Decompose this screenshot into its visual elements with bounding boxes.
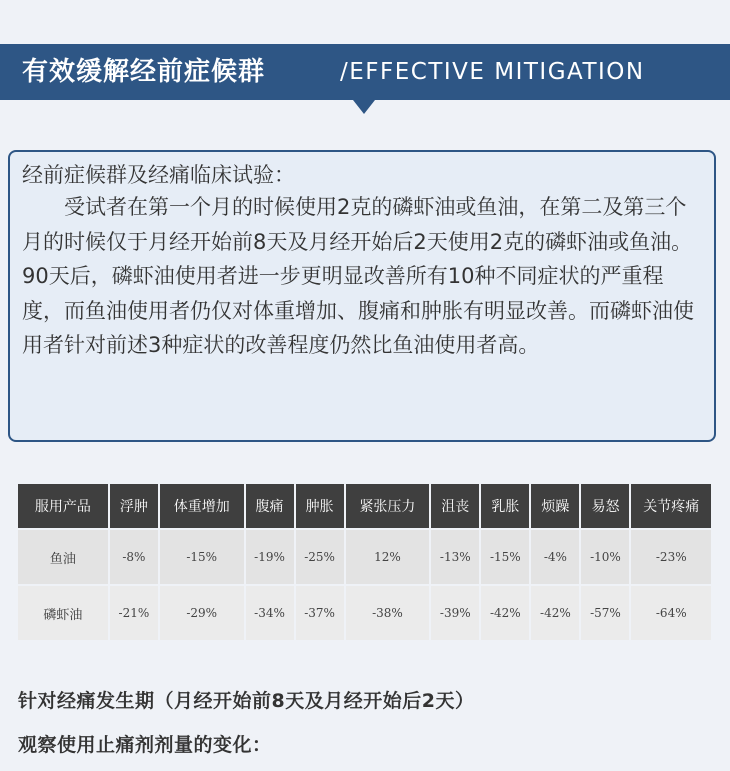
table-cell: -42%: [531, 584, 579, 640]
table-cell: -4%: [531, 528, 579, 584]
table-row: [18, 584, 711, 640]
header-swelling: 肿胀: [296, 484, 344, 528]
header-anger: 易怒: [581, 484, 629, 528]
banner-notch: [353, 100, 375, 114]
table-cell: -19%: [246, 528, 294, 584]
table-cell: 12%: [346, 528, 430, 584]
header-irritability: 烦躁: [531, 484, 579, 528]
header-weight-gain: 体重增加: [160, 484, 244, 528]
section-banner: [0, 44, 730, 100]
table-cell: -10%: [581, 528, 629, 584]
table-cell: -21%: [110, 584, 158, 640]
note-line-2: 观察使用止痛剂剂量的变化：: [18, 734, 272, 756]
table-cell: -13%: [431, 528, 479, 584]
table-cell: -34%: [246, 584, 294, 640]
header-depression: 沮丧: [431, 484, 479, 528]
header-breast-swelling: 乳胀: [481, 484, 529, 528]
banner-title: 有效缓解经前症候群: [22, 57, 266, 87]
header-product: 服用产品: [18, 484, 108, 528]
trial-info-box: [8, 150, 716, 442]
table-cell: -23%: [631, 528, 711, 584]
table-cell: -38%: [346, 584, 430, 640]
table-cell: -57%: [581, 584, 629, 640]
table-cell: -39%: [431, 584, 479, 640]
symptom-table: [16, 484, 713, 640]
table-cell: -29%: [160, 584, 244, 640]
cell-product: 鱼油: [18, 528, 108, 584]
table-cell: -42%: [481, 584, 529, 640]
symptom-table-wrapper: [18, 484, 711, 640]
header-joint-pain: 关节疼痛: [631, 484, 711, 528]
note-line-1: 针对经痛发生期（月经开始前8天及月经开始后2天）: [18, 690, 475, 712]
table-cell: -64%: [631, 584, 711, 640]
table-cell: -15%: [160, 528, 244, 584]
table-header-row: [18, 484, 711, 528]
header-stress: 紧张压力: [346, 484, 430, 528]
header-abdominal-pain: 腹痛: [246, 484, 294, 528]
table-row: [18, 528, 711, 584]
table-cell: -37%: [296, 584, 344, 640]
banner-subtitle: /EFFECTIVE MITIGATION: [340, 59, 645, 85]
cell-product: 磷虾油: [18, 584, 108, 640]
trial-heading: 经前症候群及经痛临床试验：: [22, 163, 295, 187]
header-edema: 浮肿: [110, 484, 158, 528]
table-cell: -15%: [481, 528, 529, 584]
trial-description: 受试者在第一个月的时候使用2克的磷虾油或鱼油，在第二及第三个月的时候仅于月经开始前8天及月经开始后2天使用2克的磷虾油或鱼油。90天后，磷虾油使用者进一步更明显改善所有10种不同症状的严重程度，而鱼油使用者仍仅对体重增加、腹痛和肿胀有明显改善。而磷虾油使用者针对前述3种症状的改善程度仍然比鱼油使用者高。: [22, 195, 694, 357]
table-cell: -25%: [296, 528, 344, 584]
table-cell: -8%: [110, 528, 158, 584]
